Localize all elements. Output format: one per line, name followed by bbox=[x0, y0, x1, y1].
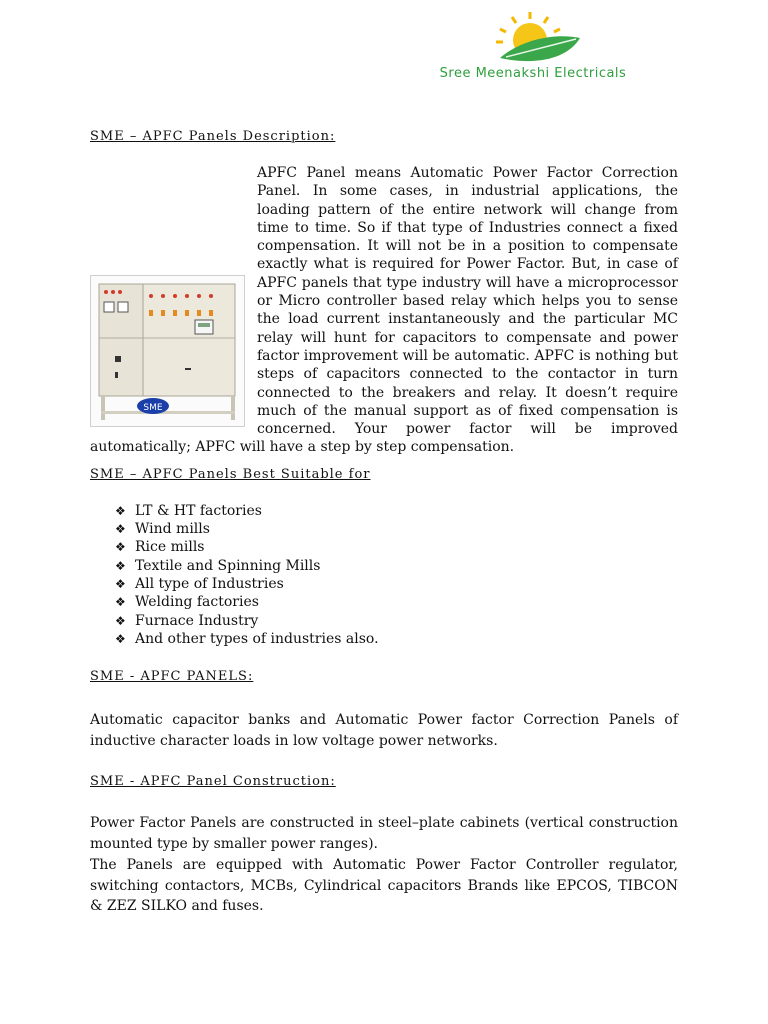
suitable-heading: SME – APFC Panels Best Suitable for bbox=[90, 466, 371, 482]
description-paragraph bbox=[90, 164, 678, 457]
description-text: APFC Panel means Automatic Power Factor Correction Panel. In some cases, in industrial applications, the loading pattern of the entire network will change from time to time. So if that type of Industries connect a fixed compensation. It will not be in a position to compensate exactly what is required for Power Factor. But, in case of APFC panels that type industry will have a microprocessor or Micro controller based relay which helps you to sense the load current instantaneously and the particular MC relay will hunt for capacitors to compensate and power factor improvement will be automatic. APFC is nothing but steps of capacitors connected to the contactor in turn connected to the breakers and relay. It doesn’t require much of the manual support as of fixed compensation is concerned. Your power factor will be improved automatically; APFC will have a step by step compensation. bbox=[90, 165, 678, 456]
suitable-list bbox=[90, 502, 678, 648]
panels-paragraph: Automatic capacitor banks and Automatic Power factor Correction Panels of inductive character loads in low voltage power networks. bbox=[90, 712, 678, 749]
bullet-icon: ❖ bbox=[115, 503, 126, 518]
list-item: ❖ Wind mills bbox=[115, 521, 210, 538]
panels-heading: SME - APFC PANELS: bbox=[90, 669, 254, 685]
document-content bbox=[90, 128, 678, 917]
bullet-icon: ❖ bbox=[115, 576, 126, 591]
list-item: ❖ Textile and Spinning Mills bbox=[115, 557, 321, 574]
bullet-icon: ❖ bbox=[115, 558, 126, 573]
description-heading: SME – APFC Panels Description: bbox=[90, 129, 336, 144]
construction-heading: SME - APFC Panel Construction: bbox=[90, 774, 336, 790]
construction-paragraph-2: The Panels are equipped with Automatic Power Factor Controller regulator, switching contactors, MCBs, Cylindrical capacitors Brands like EPCOS, TIBCON & ZEZ SILKO and fuses. bbox=[90, 856, 678, 915]
list-item: ❖ Furnace Industry bbox=[115, 612, 259, 629]
bullet-icon: ❖ bbox=[115, 595, 126, 610]
bullet-icon: ❖ bbox=[115, 540, 126, 555]
list-item: ❖ Rice mills bbox=[115, 539, 205, 556]
bullet-icon: ❖ bbox=[115, 522, 126, 537]
construction-paragraph-1: Power Factor Panels are constructed in steel–plate cabinets (vertical construction mounted type by smaller power ranges). bbox=[90, 815, 678, 852]
bullet-icon: ❖ bbox=[115, 613, 126, 628]
sme-badge: SME bbox=[143, 403, 163, 413]
list-item: ❖ And other types of industries also. bbox=[115, 630, 379, 647]
list-item: ❖ LT & HT factories bbox=[115, 502, 262, 519]
bullet-icon: ❖ bbox=[115, 631, 126, 646]
apfc-panel-image bbox=[90, 275, 245, 427]
list-item: ❖ Welding factories bbox=[115, 594, 259, 611]
company-name: Sree Meenakshi Electricals bbox=[439, 66, 627, 81]
list-item: ❖ All type of Industries bbox=[115, 575, 284, 592]
